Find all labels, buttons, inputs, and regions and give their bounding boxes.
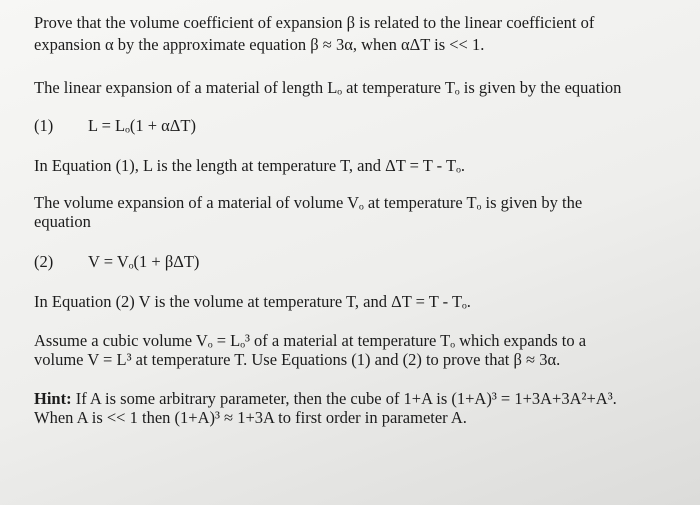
problem-line-9: volume V = L³ at temperature T. Use Equations (1) and (2) to prove that β ≈ 3α.: [34, 350, 561, 369]
problem-line-7: In Equation (2) V is the volume at temperature T, and ΔT = T - Tₒ.: [34, 292, 471, 311]
problem-line-1: Prove that the volume coefficient of expansion β is related to the linear coefficient of: [34, 13, 595, 32]
problem-line-5: The volume expansion of a material of volume Vₒ at temperature Tₒ is given by the: [34, 193, 583, 212]
equation-1-number: (1): [34, 116, 54, 135]
hint-text: If A is some arbitrary parameter, then the cube of 1+A is (1+A)³ = 1+3A+3A²+A³.: [71, 389, 617, 408]
problem-line-3: The linear expansion of a material of length Lₒ at temperature Tₒ is given by the equation: [34, 78, 622, 97]
hint-label: Hint:: [34, 389, 72, 408]
equation-1-formula: L = Lₒ(1 + αΔT): [88, 116, 196, 135]
problem-line-8: Assume a cubic volume Vₒ = Lₒ³ of a material at temperature Tₒ which expands to a: [34, 331, 587, 350]
problem-line-4: In Equation (1), L is the length at temperature T, and ΔT = T - Tₒ.: [34, 156, 465, 175]
problem-line-10: When A is << 1 then (1+A)³ ≈ 1+3A to first order in parameter A.: [34, 408, 467, 427]
problem-line-2: expansion α by the approximate equation β ≈ 3α, when αΔT is << 1.: [34, 35, 485, 54]
equation-2-formula: V = Vₒ(1 + βΔT): [88, 252, 200, 271]
problem-line-6: equation: [34, 212, 91, 231]
hint-line: [34, 389, 617, 409]
equation-2-number: (2): [34, 252, 54, 271]
